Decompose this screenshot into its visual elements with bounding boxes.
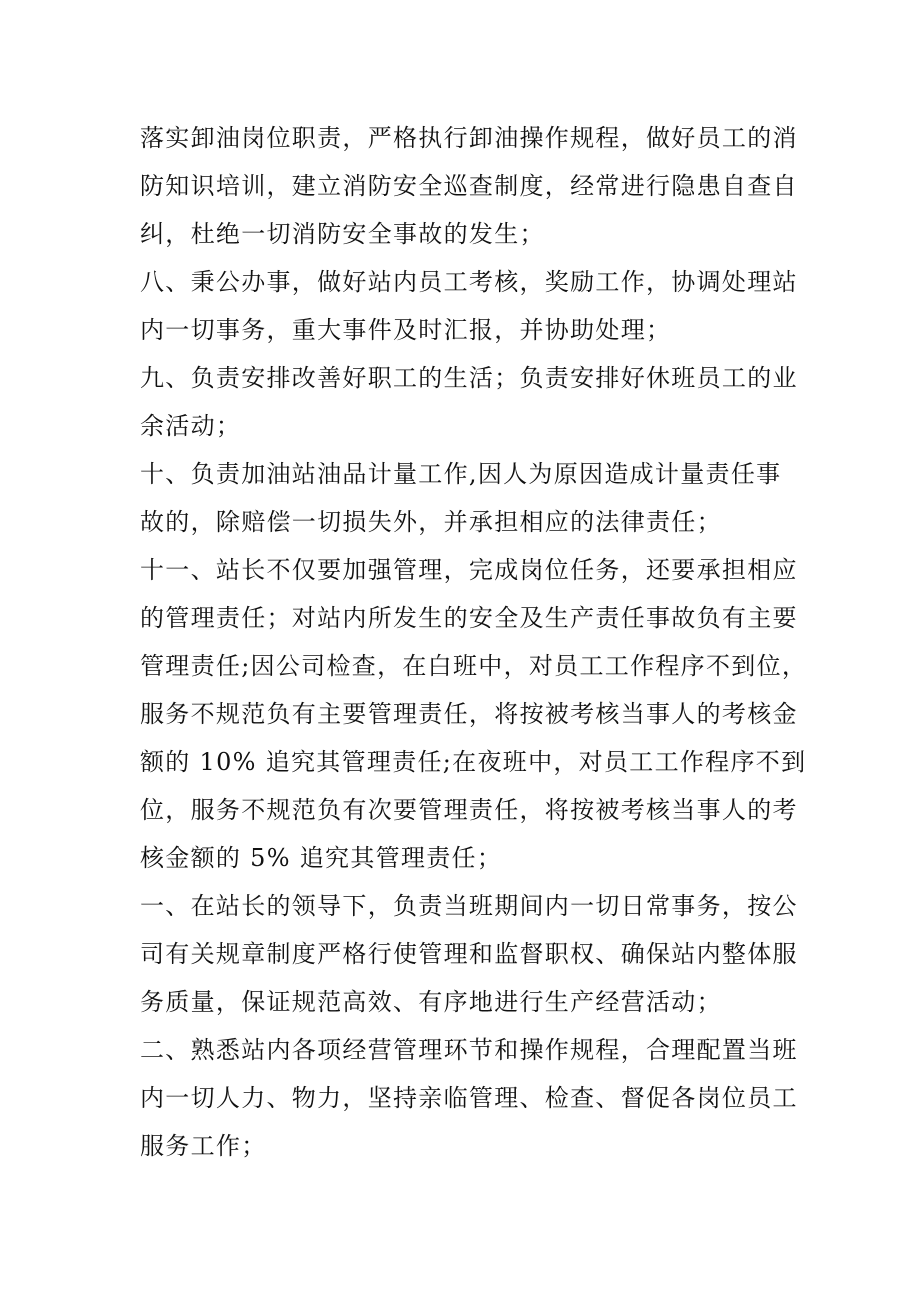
document-body	[140, 114, 808, 1170]
text-line: 防知识培训，建立消防安全巡查制度，经常进行隐患自查自	[140, 172, 798, 200]
text-line: 服务不规范负有主要管理责任，将按被考核当事人的考核金	[140, 700, 798, 728]
text-line: 额的 10% 追究其管理责任;在夜班中，对员工工作程序不到	[140, 748, 807, 776]
text-line: 务质量，保证规范高效、有序地进行生产经营活动；	[140, 988, 722, 1016]
text-line: 管理责任;因公司检查，在白班中，对员工工作程序不到位，	[140, 652, 808, 680]
text-line: 司有关规章制度严格行使管理和监督职权、确保站内整体服	[140, 940, 798, 968]
text-line: 内一切事务，重大事件及时汇报，并协助处理；	[140, 316, 672, 344]
text-line: 一、在站长的领导下，负责当班期间内一切日常事务，按公	[140, 892, 798, 920]
text-line: 九、负责安排改善好职工的生活；负责安排好休班员工的业	[140, 364, 798, 392]
text-line: 服务工作；	[140, 1132, 267, 1160]
text-line: 八、秉公办事，做好站内员工考核，奖励工作，协调处理站	[140, 268, 798, 296]
text-line: 落实卸油岗位职责，严格执行卸油操作规程，做好员工的消	[140, 124, 798, 152]
text-line: 核金额的 5% 追究其管理责任；	[140, 844, 503, 872]
text-line: 纠，杜绝一切消防安全事故的发生；	[140, 220, 545, 248]
text-line: 的管理责任；对站内所发生的安全及生产责任事故负有主要	[140, 604, 798, 632]
text-line: 十、负责加油站油品计量工作,因人为原因造成计量责任事	[140, 460, 782, 488]
text-line: 十一、站长不仅要加强管理，完成岗位任务，还要承担相应	[140, 556, 798, 584]
text-line: 余活动；	[140, 412, 242, 440]
text-line: 故的，除赔偿一切损失外，并承担相应的法律责任；	[140, 508, 722, 536]
text-line: 内一切人力、物力，坚持亲临管理、检查、督促各岗位员工	[140, 1084, 798, 1112]
text-line: 二、熟悉站内各项经营管理环节和操作规程，合理配置当班	[140, 1036, 798, 1064]
text-line: 位，服务不规范负有次要管理责任，将按被考核当事人的考	[140, 796, 798, 824]
